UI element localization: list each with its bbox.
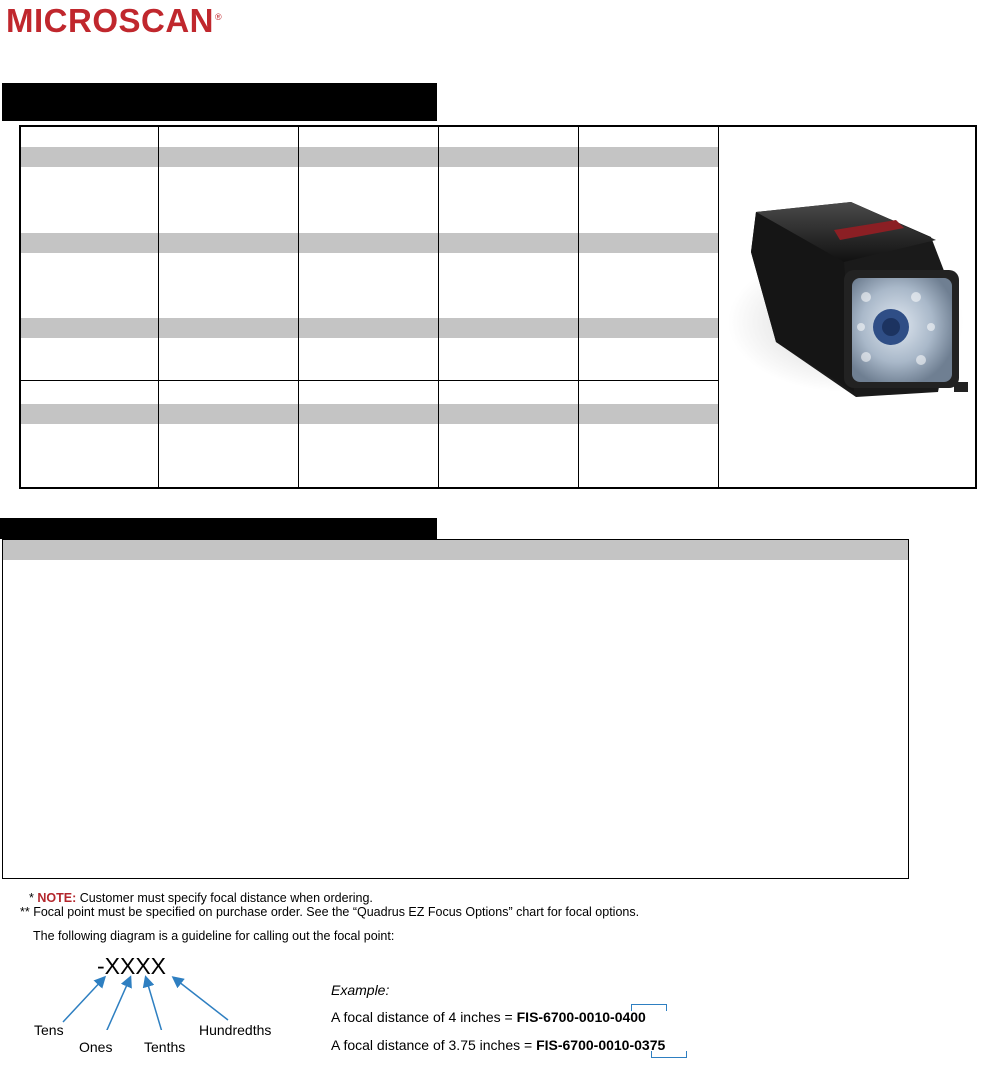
table-band-row (21, 318, 718, 338)
example-2-part-number: FIS-6700-0010- (536, 1037, 635, 1053)
arrow-tens (63, 978, 104, 1022)
example-1-focal: 0400 (614, 1009, 646, 1025)
example-2-prefix: A focal distance of 3.75 inches = (331, 1037, 537, 1053)
example-1-part-number: FIS-6700-0010- (516, 1009, 615, 1025)
label-ones: Ones (79, 1039, 113, 1055)
label-hundredths: Hundredths (199, 1022, 272, 1038)
table-column-divider (578, 127, 579, 489)
arrow-hundredths (174, 978, 228, 1020)
table-column-divider (158, 127, 159, 489)
logo-text: MICROSCAN (6, 2, 214, 39)
product-table (19, 125, 977, 489)
example-heading: Example: (331, 982, 390, 998)
table-band-row (21, 404, 718, 424)
arrow-tenths (146, 978, 162, 1030)
focal-code: -XXXX (97, 953, 167, 979)
microscan-logo (6, 2, 222, 40)
focus-table-header-band (3, 540, 908, 560)
registered-mark: ® (215, 12, 223, 22)
note-label: NOTE: (37, 891, 77, 905)
table-column-divider (438, 127, 439, 489)
note-focal-distance (29, 891, 373, 905)
table-column-divider (718, 127, 719, 489)
focal-code-arrows (0, 970, 300, 1030)
product-section-header-bar (2, 83, 437, 121)
table-divider (21, 380, 718, 381)
focus-options-table (2, 539, 909, 879)
table-band-row (21, 233, 718, 253)
table-column-divider (298, 127, 299, 489)
diagram-intro: The following diagram is a guideline for calling out the focal point: (33, 929, 395, 943)
example-2-focal: 0375 (634, 1037, 666, 1053)
example-1-bracket (631, 1004, 667, 1011)
example-1-prefix: A focal distance of 4 inches = (331, 1009, 517, 1025)
example-2-bracket (651, 1051, 687, 1058)
arrow-ones (103, 978, 130, 1030)
example-line-1 (331, 1009, 646, 1025)
example-line-2 (331, 1037, 665, 1053)
table-band-row (21, 147, 718, 167)
label-tens: Tens (34, 1022, 64, 1038)
focus-section-header-bar (0, 518, 437, 539)
note-asterisk: * (29, 891, 38, 905)
note-text: Customer must specify focal distance when ordering. (76, 891, 373, 905)
quadrus-ez-reader-image (726, 192, 978, 402)
note-focal-point: ** Focal point must be specified on purchase order. See the “Quadrus EZ Focus Options” chart for focal options. (20, 905, 640, 919)
label-tenths: Tenths (144, 1039, 186, 1055)
